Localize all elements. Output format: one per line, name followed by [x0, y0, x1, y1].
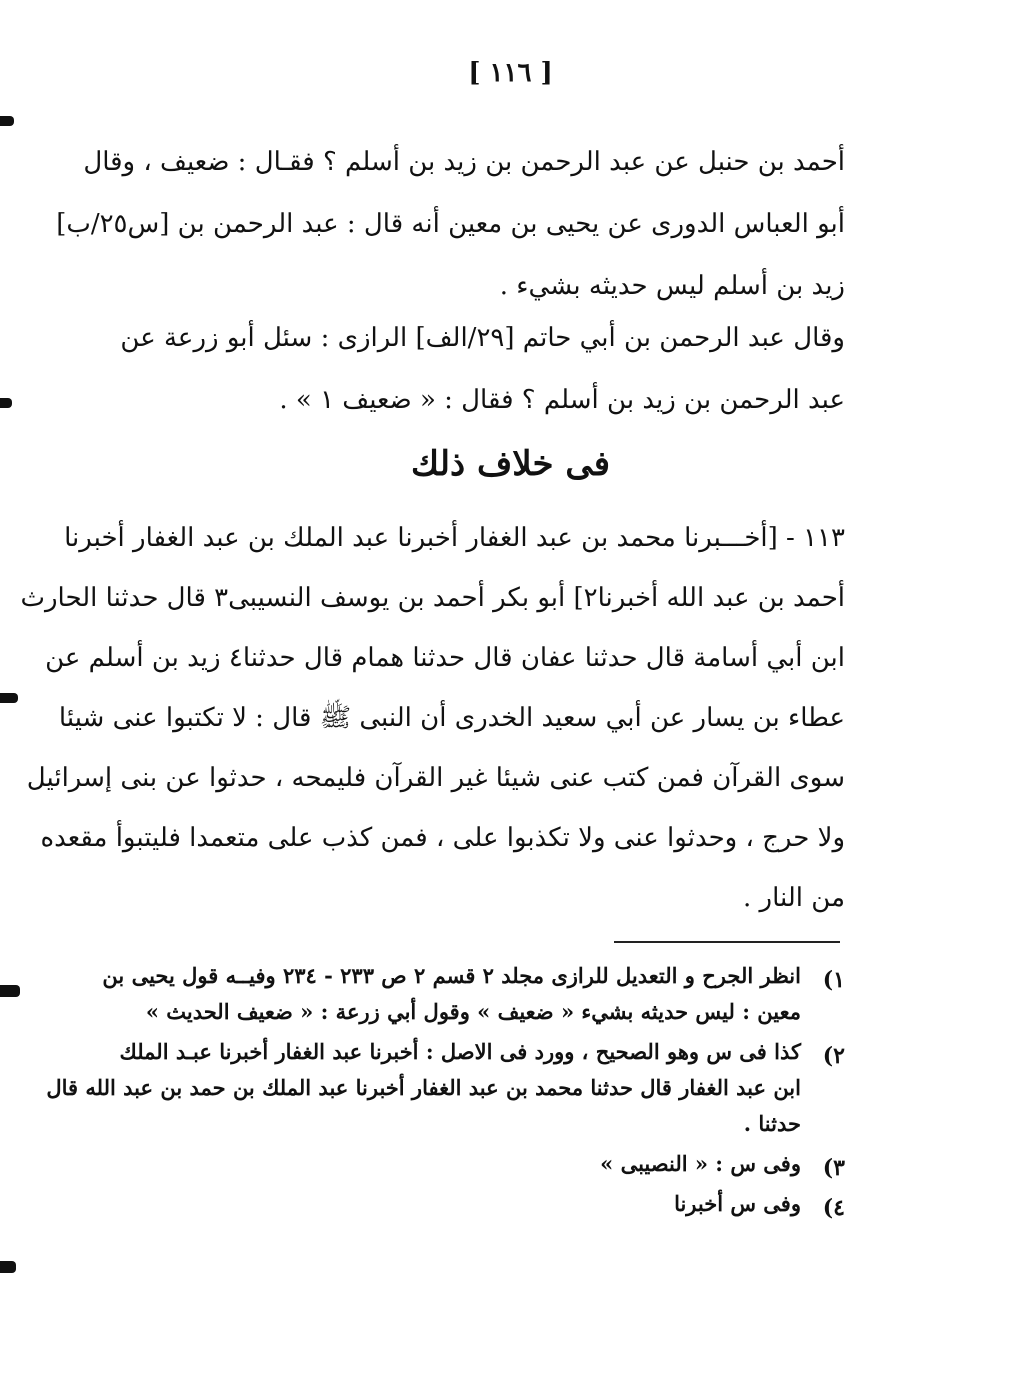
footnote-line: حدثنا .: [743, 1111, 801, 1136]
text-line: أحمد بن عبد الله أخبرنا٢] أبو بكر أحمد بن يوسف النسيبى٣ قال حدثنا الحارث: [20, 583, 845, 613]
text-line: ١١٣ - [أخـــبرنا محمد بن عبد الغفار أخبرنا عبد الملك بن عبد الغفار أخبرنا: [64, 523, 845, 553]
scan-edge-mark: [0, 1261, 16, 1273]
scan-edge-mark: [0, 693, 18, 703]
footnote-number: ١): [822, 967, 845, 993]
page-number: [ ١١٦ ]: [468, 58, 553, 88]
footnote-line: وفى س أخبرنا: [674, 1191, 801, 1216]
text-line: ابن أبي أسامة قال حدثنا عفان قال حدثنا همام قال حدثنا٤ زيد بن أسلم عن: [45, 643, 845, 673]
scan-edge-mark: [0, 116, 14, 126]
paragraph-2: [120, 314, 845, 438]
text-line: وقال عبد الرحمن بن أبي حاتم [٢٩/الف] الرازى : سئل أبو زرعة عن: [120, 323, 845, 353]
text-line: سوى القرآن فمن كتب عنى شيئا غير القرآن فليمحه ، حدثوا عن بنى إسرائيل: [26, 763, 845, 793]
footnote-line: انظر الجرح و التعديل للرازى مجلد ٢ قسم ٢ ص ٢٣٣ - ٢٣٤ وفيــه قول يحيى بن: [102, 963, 801, 988]
footnote: [102, 958, 845, 1030]
scan-edge-mark: [0, 985, 20, 997]
text-line: ولا حرج ، وحدثوا عنى ولا تكذبوا على ، فمن كذب على متعمدا فليتبوأ مقعده: [40, 823, 845, 853]
footnotes: [46, 958, 845, 1222]
footnote-separator: [614, 941, 840, 943]
text-line: عبد الرحمن بن زيد بن أسلم ؟ فقال : « ضعيف ١ » .: [279, 385, 845, 415]
text-line: عطاء بن يسار عن أبي سعيد الخدرى أن النبى ﷺ قال : لا تكتبوا عنى شيئا: [58, 703, 845, 733]
text-line: أحمد بن حنبل عن عبد الرحمن بن زيد بن أسلم ؟ فقـال : ضعيف ، وقال: [83, 147, 845, 177]
footnote-line: كذا فى س وهو الصحيح ، وورد فى الاصل : أخبرنا عبد الغفار أخبرنا عبـد الملك: [119, 1039, 801, 1064]
scan-edge-mark: [0, 398, 12, 408]
footnote-line: معين : ليس حديثه بشيء « ضعيف » وقول أبي زرعة : « ضعيف الحديث »: [145, 999, 801, 1024]
footnote-line: وفى س : « النصيبى »: [600, 1151, 801, 1176]
text-line: أبو العباس الدورى عن يحيى بن معين أنه قال : عبد الرحمن بن [س٢٥/ب]: [56, 209, 845, 239]
footnote: [130, 1146, 845, 1182]
footnote-number: ٣): [822, 1155, 845, 1181]
hadith-paragraph: [20, 514, 845, 934]
footnote-line: ابن عبد الغفار قال حدثنا محمد بن عبد الغفار أخبرنا عبد الملك بن حمد بن عبد الله قال: [46, 1075, 801, 1100]
text-line: من النار .: [743, 883, 845, 913]
footnote: [130, 1186, 845, 1222]
footnote: [46, 1034, 845, 1142]
text-line: زيد بن أسلم ليس حديثه بشيء .: [499, 271, 845, 301]
footnote-number: ٢): [822, 1043, 845, 1069]
paragraph-1: [56, 138, 845, 324]
section-heading: فى خلاف ذلك: [411, 444, 610, 484]
footnote-number: ٤): [822, 1195, 845, 1221]
